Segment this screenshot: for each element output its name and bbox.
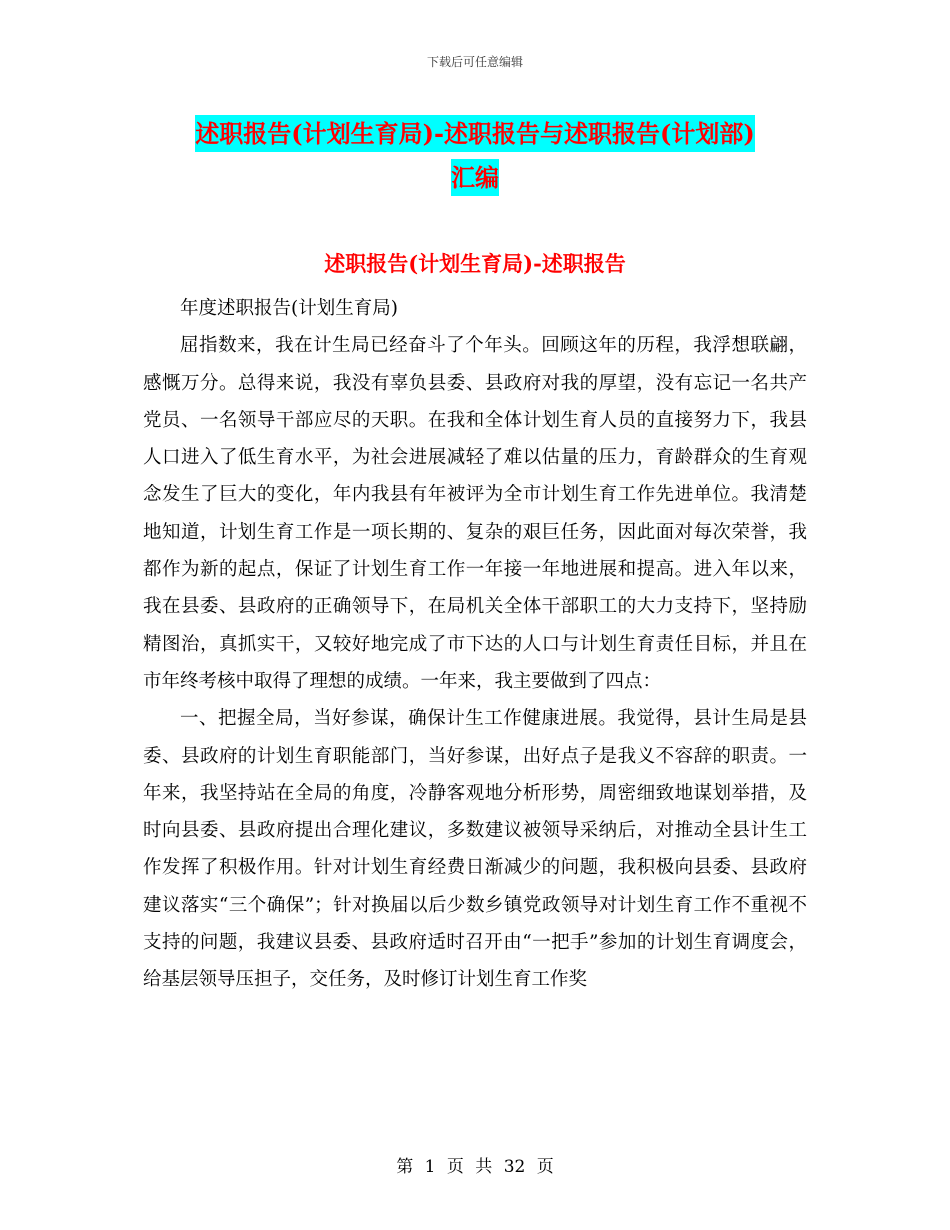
paragraph: 一、把握全局，当好参谋，确保计生工作健康进展。我觉得，县计生局是县委、县政府的计划生育职能部门，当好参谋，出好点子是我义不容辞的职责。一年来，我坚持站在全局的角度，冷静客观地分析形势，周密细致地谋划举措，及时向县委、县政府提出合理化建议，多数建议被领导采纳后，对推动全县计生工作发挥了积极作用。针对计划生育经费日渐减少的问题，我积极向县委、县政府建议落实“三个确保”；针对换届以后少数乡镇党政领导对计划生育工作不重视不支持的问题，我建议县委、县政府适时召开由“一把手”参加的计划生育调度会，给基层领导压担子，交任务，及时修订计划生育工作奖 bbox=[143, 708, 807, 991]
download-note: 下载后可任意编辑 bbox=[426, 55, 523, 69]
document-title bbox=[143, 112, 807, 200]
page-number: 第 1 页 共 32 页 bbox=[396, 1157, 554, 1177]
document-body bbox=[143, 290, 807, 999]
title-line-2: 汇编 bbox=[451, 159, 499, 196]
title-line-1: 述职报告(计划生育局)-述职报告与述职报告(计划部) bbox=[195, 115, 754, 152]
paragraph-subtitle: 年度述职报告(计划生育局) bbox=[180, 298, 398, 319]
section-title: 述职报告(计划生育局)-述职报告 bbox=[324, 251, 626, 276]
paragraph: 屈指数来，我在计生局已经奋斗了个年头。回顾这年的历程，我浮想联翩，感慨万分。总得来说，我没有辜负县委、县政府对我的厚望，没有忘记一名共产党员、一名领导干部应尽的天职。在我和全体计划生育人员的直接努力下，我县人口进入了低生育水平，为社会进展减轻了难以估量的压力，育龄群众的生育观念发生了巨大的变化，年内我县有年被评为全市计划生育工作先进单位。我清楚地知道，计划生育工作是一项长期的、复杂的艰巨任务，因此面对每次荣誉，我都作为新的起点，保证了计划生育工作一年接一年地进展和提高。进入年以来，我在县委、县政府的正确领导下，在局机关全体干部职工的大力支持下，坚持励精图治，真抓实干，又较好地完成了市下达的人口与计划生育责任目标，并且在市年终考核中取得了理想的成绩。一年来，我主要做到了四点： bbox=[143, 335, 807, 692]
